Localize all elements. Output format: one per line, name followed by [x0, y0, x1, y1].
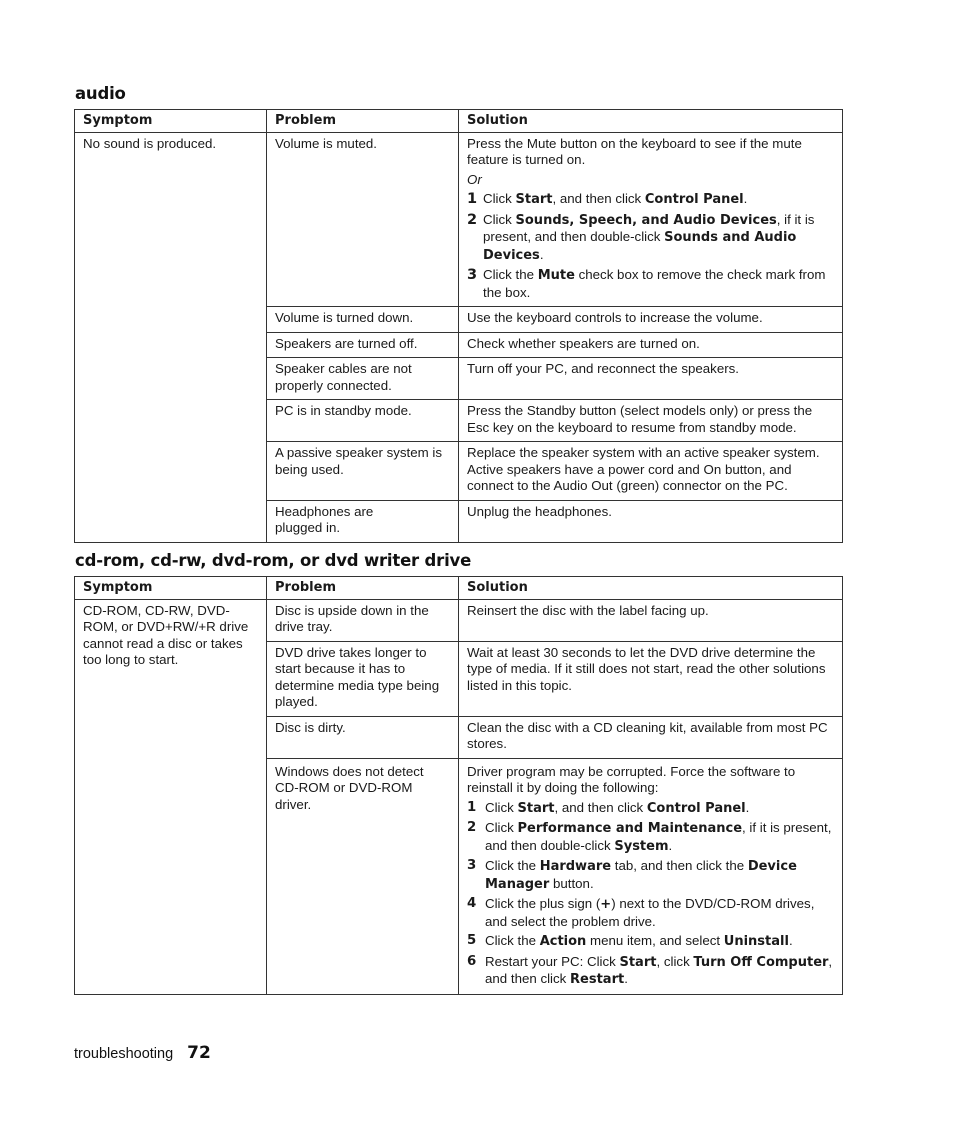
problem-cell: Volume is turned down.: [267, 307, 459, 333]
solution-cell: Reinsert the disc with the label facing up.: [459, 599, 843, 641]
solution-cell: Press the Standby button (select models only) or press the Esc key on the keyboard to resume from standby mode.: [459, 400, 843, 442]
step-item: [467, 933, 834, 951]
step-text: menu item, and select: [586, 933, 724, 948]
step-text: .: [624, 971, 628, 986]
solution-steps: [467, 191, 834, 301]
solution-cell: Wait at least 30 seconds to let the DVD drive determine the type of media. If it still does not start, read the other solutions listed in this topic.: [459, 641, 843, 716]
step-item: [467, 191, 834, 209]
step-item: [467, 800, 834, 818]
header-solution: Solution: [459, 110, 843, 133]
step-item: [467, 267, 834, 301]
step-text: Restart your PC: Click: [485, 953, 620, 969]
problem-cell: Disc is upside down in the drive tray.: [267, 599, 459, 641]
step-item: [467, 820, 834, 855]
step-number: 5: [467, 933, 477, 948]
table-header-row: [75, 110, 843, 133]
step-bold: Device Manager: [485, 859, 797, 892]
solution-text: Driver program may be corrupted. Force the software to reinstall it by doing the following:: [467, 763, 796, 795]
page-number: 72: [187, 1043, 211, 1063]
solution-cell: [459, 758, 843, 994]
header-symptom: Symptom: [75, 577, 267, 600]
step-text: button.: [549, 875, 594, 891]
solution-cell: [459, 132, 843, 307]
step-number: 2: [467, 211, 478, 228]
step-number: 6: [467, 953, 477, 969]
step-text: .: [668, 837, 673, 853]
table-header-row: [75, 577, 843, 600]
step-text: Click: [485, 820, 518, 835]
step-text: Click: [485, 799, 518, 815]
cdrom-table: [74, 576, 843, 995]
solution-cell: Replace the speaker system with an active speaker system. Active speakers have a power cord and On button, and connect to the Audio Out (green) connector on the PC.: [459, 442, 843, 501]
step-bold: Start: [515, 192, 553, 207]
step-bold: Sounds, Speech, and Audio Devices: [515, 212, 777, 228]
step-bold: Start: [619, 954, 657, 970]
step-bold: +: [600, 897, 612, 912]
problem-cell: A passive speaker system is being used.: [267, 442, 459, 501]
step-text: , and then click: [552, 191, 645, 206]
solution-cell: Check whether speakers are turned on.: [459, 332, 843, 358]
symptom-cell: No sound is produced.: [75, 132, 267, 542]
solution-or: Or: [467, 171, 482, 187]
step-number: 3: [467, 267, 478, 283]
step-text: , and then click: [554, 799, 647, 815]
solution-cell: Unplug the headphones.: [459, 500, 843, 542]
step-bold: Control Panel: [646, 800, 746, 816]
step-text: .: [539, 246, 544, 262]
audio-table: [74, 109, 843, 543]
page-footer: [74, 1043, 211, 1063]
step-number: 1: [467, 191, 478, 207]
step-text: Click: [483, 191, 516, 206]
step-item: [467, 896, 834, 930]
step-text: , if it is present, and then double-click: [483, 211, 815, 244]
header-symptom: Symptom: [75, 110, 267, 133]
step-text: .: [788, 933, 793, 948]
problem-cell: PC is in standby mode.: [267, 400, 459, 442]
problem-cell: Speakers are turned off.: [267, 332, 459, 358]
audio-section-title: audio: [75, 84, 126, 103]
step-bold: Start: [517, 800, 555, 816]
step-text: tab, and then click the: [611, 858, 748, 873]
symptom-cell: CD-ROM, CD-RW, DVD-ROM, or DVD+RW/+R drive cannot read a disc or takes too long to start.: [75, 599, 267, 994]
solution-text: Press the Mute button on the keyboard to see if the mute feature is turned on.: [467, 135, 802, 167]
step-text: , and then click: [485, 953, 833, 986]
cdrom-section-title: cd-rom, cd-rw, dvd-rom, or dvd writer drive: [75, 551, 472, 570]
step-bold: Hardware: [539, 859, 612, 874]
step-text: check box to remove the check mark from the box.: [483, 267, 826, 300]
solution-cell: Turn off your PC, and reconnect the speakers.: [459, 358, 843, 400]
table-row: [75, 132, 843, 307]
step-number: 2: [467, 820, 477, 835]
step-text: Click the: [483, 267, 538, 282]
footer-section-name: troubleshooting: [74, 1046, 174, 1062]
header-solution: Solution: [459, 577, 843, 600]
step-item: [467, 954, 834, 989]
step-text: .: [745, 799, 750, 815]
step-text: Click the: [485, 858, 540, 873]
step-bold: System: [614, 838, 669, 854]
table-row: [75, 599, 843, 641]
step-text: , if it is present, and then double-click: [485, 820, 832, 853]
solution-steps: [467, 800, 834, 989]
step-bold: Restart: [570, 972, 625, 987]
solution-cell: Use the keyboard controls to increase the volume.: [459, 307, 843, 333]
step-bold: Control Panel: [644, 192, 744, 207]
step-bold: Sounds and Audio Devices: [483, 230, 797, 263]
header-problem: Problem: [267, 577, 459, 600]
problem-cell: DVD drive takes longer to start because it has to determine media type being played.: [267, 641, 459, 716]
step-text: Click the plus sign (: [485, 896, 601, 911]
problem-cell: Headphones are plugged in.: [267, 500, 459, 542]
step-number: 3: [467, 858, 477, 873]
problem-cell: Windows does not detect CD-ROM or DVD-ROM driver.: [267, 758, 459, 994]
step-text: Click the: [485, 933, 540, 948]
step-number: 4: [467, 896, 477, 911]
problem-cell: Disc is dirty.: [267, 716, 459, 758]
step-bold: Performance and Maintenance: [517, 821, 743, 836]
header-problem: Problem: [267, 110, 459, 133]
step-text: .: [743, 191, 748, 206]
step-bold: Mute: [537, 268, 575, 283]
problem-cell: Speaker cables are not properly connected.: [267, 358, 459, 400]
step-item: [467, 212, 834, 265]
step-bold: Uninstall: [723, 934, 789, 949]
step-text: Click: [483, 211, 516, 227]
problem-cell: Volume is muted.: [267, 132, 459, 307]
step-text: , click: [656, 953, 694, 969]
step-bold: Turn Off Computer: [693, 954, 829, 970]
step-bold: Action: [539, 934, 587, 949]
solution-cell: Clean the disc with a CD cleaning kit, available from most PC stores.: [459, 716, 843, 758]
step-text: ) next to the DVD/CD-ROM drives, and select the problem drive.: [485, 896, 815, 929]
step-item: [467, 858, 834, 893]
step-number: 1: [467, 799, 477, 815]
